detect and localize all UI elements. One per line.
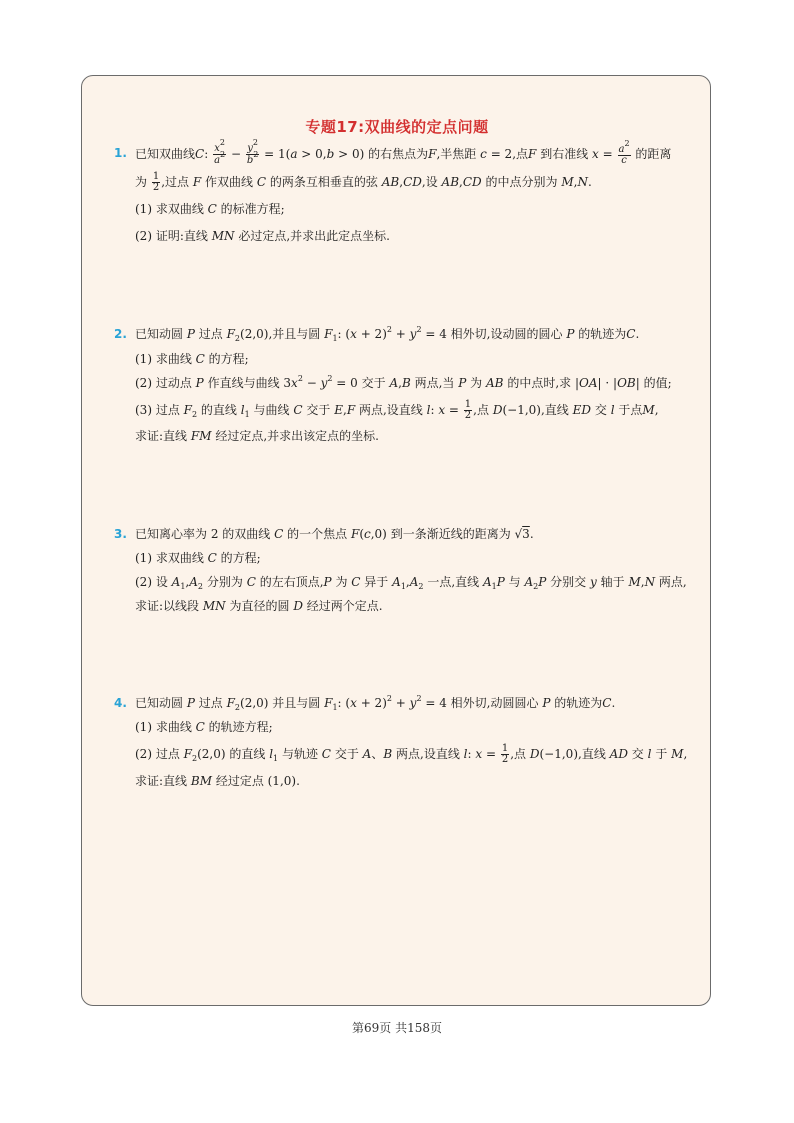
sub-question: (1) 求曲线 C 的轨迹方程; bbox=[135, 720, 273, 734]
question-text: 已知动圆 P 过点 $F_2(2,0)$ 并且与圆 $F_1$: $(x + 2)^2 + y^2 = 4$ 相外切,动圆圆心 P 的轨迹为C. bbox=[135, 694, 616, 712]
page-title: 专题17:双曲线的定点问题 bbox=[305, 118, 489, 136]
question-number: 1. bbox=[114, 146, 127, 160]
page-footer: 第69页 共158页 bbox=[352, 1021, 442, 1035]
sub-question: (3) 过点 $F_2$ 的直线 $l_1$ 与曲线 C 交于 E,F 两点,设直线 l: x = $\frac{1}{2}$ ,点 D(−1,0),直线 ED 交 l 于点M, bbox=[135, 399, 659, 421]
sub-question: 求证:直线 FM 经过定点,并求出该定点的坐标. bbox=[135, 429, 379, 443]
sub-question: (2) 设 $A_1,A_2$ 分别为 C 的左右顶点,P 为 C 异于 $A_1,A_2$ 一点,直线 $A_1P$ 与 $A_2P$ 分别交 y 轴于 M,N 两点, bbox=[135, 575, 687, 591]
sub-question: 求证:直线 BM 经过定点 (1,0). bbox=[135, 774, 300, 788]
sub-question: (2) 过点 $F_2(2,0)$ 的直线 $l_1$ 与轨迹 C 交于 A、B 两点,设直线 l: x = $\frac{1}{2}$ ,点 D(−1,0),直线 AD 交 l 于 M, bbox=[135, 743, 688, 765]
question-text: 已知双曲线C: $\frac{x^2}{a^2}$ − $\frac{y^2}{b^2}$ = 1(a > 0,b > 0) 的右焦点为F,半焦距 c = 2,点F 到右准线 x = $\frac{a^2}{c}$ 的距离 bbox=[135, 138, 672, 166]
sub-question: (1) 求双曲线 C 的方程; bbox=[135, 551, 261, 565]
sub-question: (2) 证明:直线 MN 必过定点,并求出此定点坐标. bbox=[135, 229, 390, 243]
question-text: 已知动圆 P 过点 $F_2(2,0)$,并且与圆 $F_1$: $(x + 2)^2 + y^2 = 4$ 相外切,设动圆的圆心 P 的轨迹为C. bbox=[135, 325, 640, 343]
sub-question: (2) 过动点 P 作直线与曲线 $3x^2 - y^2 = 0$ 交于 A,B 两点,当 P 为 AB 的中点时,求 |OA| · |OB| 的值; bbox=[135, 374, 672, 390]
question-text: 为 $\frac{1}{2}$ ,过点 F 作双曲线 C 的两条互相垂直的弦 AB,CD,设 AB,CD 的中点分别为 M,N. bbox=[135, 171, 592, 193]
question-number: 4. bbox=[114, 696, 127, 710]
question-number: 3. bbox=[114, 527, 127, 541]
sub-question: (1) 求曲线 C 的方程; bbox=[135, 352, 249, 366]
sub-question: 求证:以线段 MN 为直径的圆 D 经过两个定点. bbox=[135, 599, 383, 613]
question-text: 已知离心率为 2 的双曲线 C 的一个焦点 F(c,0) 到一条渐近线的距离为 √3. bbox=[135, 527, 534, 541]
question-number: 2. bbox=[114, 327, 127, 341]
sub-question: (1) 求双曲线 C 的标准方程; bbox=[135, 202, 285, 216]
